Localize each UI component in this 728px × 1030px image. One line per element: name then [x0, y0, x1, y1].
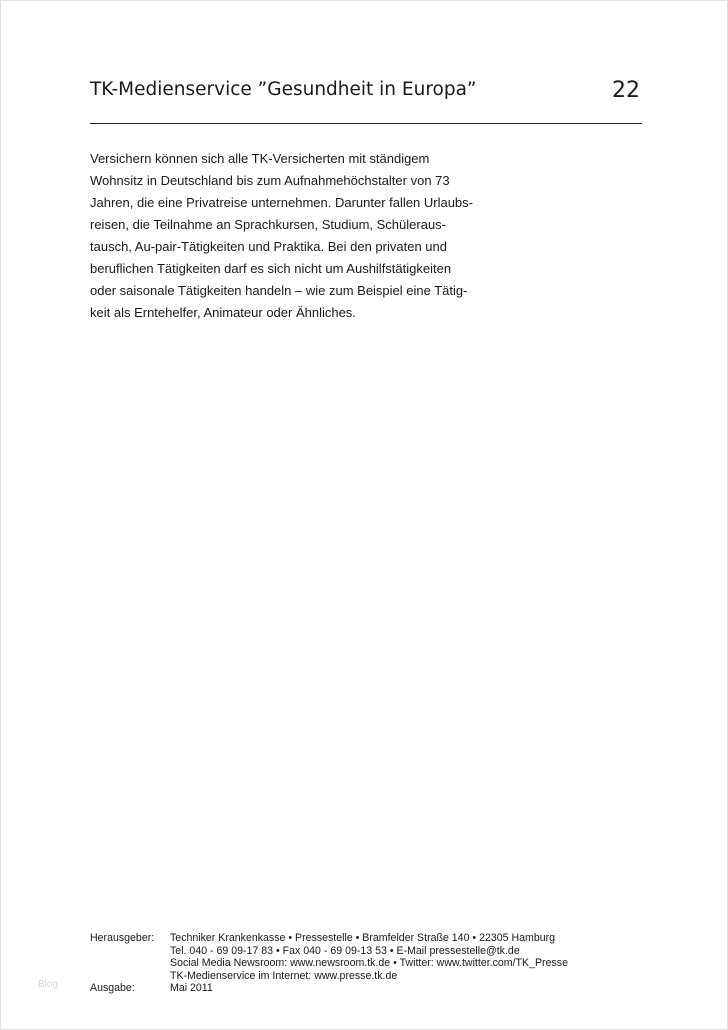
publisher-social: Social Media Newsroom: www.newsroom.tk.de • Twitter: www.twitter.com/TK_Presse	[170, 957, 568, 970]
body-line: Jahren, die eine Privatreise unternehmen. Darunter fallen Urlaubs-	[90, 195, 473, 210]
body-paragraph	[90, 148, 510, 324]
watermark: Blog	[38, 979, 59, 990]
body-line: beruflichen Tätigkeiten darf es sich nicht um Aushilfstätigkeiten	[90, 261, 452, 276]
publisher-address: Techniker Krankenkasse • Pressestelle • Bramfelder Straße 140 • 22305 Hamburg	[170, 932, 556, 944]
footer-row	[90, 957, 650, 970]
body-line: keit als Erntehelfer, Animateur oder Ähnliches.	[90, 305, 356, 320]
footer-row	[90, 982, 650, 995]
footer-row	[90, 945, 650, 958]
footer-row	[90, 970, 650, 983]
publisher-website: TK-Medienservice im Internet: www.presse.tk.de	[170, 969, 398, 982]
header-divider	[90, 123, 642, 124]
body-line: Wohnsitz in Deutschland bis zum Aufnahmehöchstalter von 73	[90, 173, 450, 188]
publisher-label: Herausgeber:	[90, 932, 155, 944]
footer-imprint	[90, 932, 650, 995]
page-header	[90, 76, 642, 112]
edition-label: Ausgabe:	[90, 982, 135, 995]
body-line: Versichern können sich alle TK-Versicherten mit ständigem	[90, 151, 430, 166]
page-number: 22	[612, 78, 640, 103]
document-title: TK-Medienservice ”Gesundheit in Europa”	[90, 79, 477, 100]
body-line: tausch, Au-pair-Tätigkeiten und Praktika. Bei den privaten und	[90, 239, 447, 254]
body-line: reisen, die Teilnahme an Sprachkursen, Studium, Schüleraus-	[90, 217, 447, 232]
publisher-contact: Tel. 040 - 69 09-17 83 • Fax 040 - 69 09-13 53 • E-Mail pressestelle@tk.de	[170, 944, 520, 957]
body-line: oder saisonale Tätigkeiten handeln – wie zum Beispiel eine Tätig-	[90, 283, 468, 298]
edition-value: Mai 2011	[170, 982, 213, 995]
footer-row	[90, 932, 650, 945]
